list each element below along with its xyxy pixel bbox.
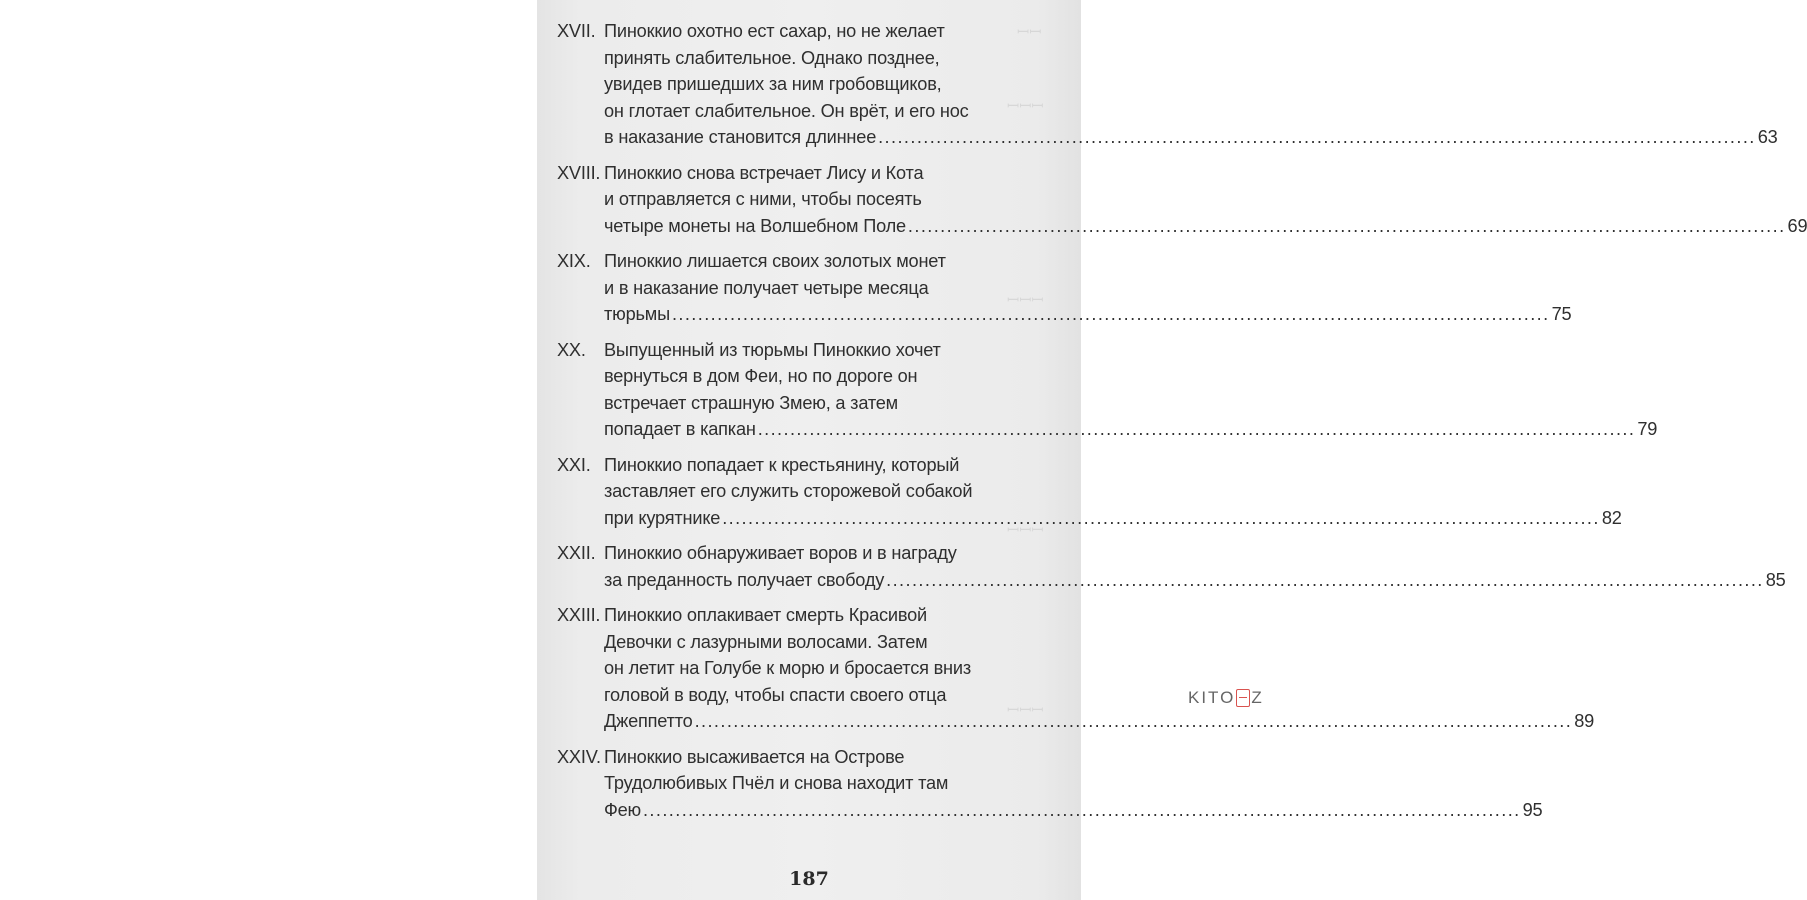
toc-entry — [557, 248, 1572, 328]
chapter-title-line: Пиноккио снова встречает Лису и Кота — [604, 162, 924, 183]
chapter-number: XXI. — [557, 454, 591, 475]
chapter-title-line: и в наказание получает четыре месяца — [604, 277, 929, 298]
chapter-number: XXIII. — [557, 605, 601, 625]
dot-leader — [878, 124, 1756, 151]
chapter-number: XVIII. — [557, 162, 601, 183]
toc-entry — [557, 452, 1622, 532]
chapter-number: XXII. — [557, 543, 596, 563]
chapter-title — [604, 18, 1778, 151]
chapter-title-line: в наказание становится длиннее — [604, 127, 877, 147]
chapter-number: XIX. — [557, 251, 591, 271]
site-watermark — [1188, 688, 1264, 708]
chapter-title-last-line — [604, 124, 1778, 151]
chapter-title-last-line — [604, 797, 1542, 824]
chapter-number: XXIV. — [557, 746, 601, 767]
chapter-title-line: заставляет его служить сторожевой собакой — [604, 481, 973, 501]
chapter-title-line: Выпущенный из тюрьмы Пиноккио хочет — [604, 339, 941, 360]
chapter-title-last-line — [604, 505, 1622, 532]
chapter-title-line: тюрьмы — [604, 304, 670, 324]
page-number: 187 — [789, 868, 829, 890]
chapter-title-last-line — [604, 708, 1594, 735]
chapter-title-line: вернуться в дом Феи, но по дороге он — [604, 366, 918, 386]
chapter-title-line: четыре монеты на Волшебном Поле — [604, 215, 906, 236]
chapter-title-line: попадает в капкан — [604, 419, 756, 439]
chapter-title-last-line — [604, 567, 1786, 594]
chapter-title-line: Пиноккио охотно ест сахар, но не желает — [604, 21, 945, 41]
chapter-title-line: при курятнике — [604, 507, 721, 528]
chapter-title-line: Фею — [604, 799, 641, 820]
toc-entry — [557, 160, 1807, 240]
chapter-page-number: 82 — [1601, 507, 1622, 528]
chapter-title-line: Пиноккио оплакивает смерть Красивой — [604, 605, 928, 625]
toc-entry — [557, 540, 1786, 593]
watermark-text-left: KITO — [1188, 688, 1236, 707]
chapter-title-line: он летит на Голубе к морю и бросается вниз — [604, 658, 971, 678]
chapter-title-line: Трудолюбивых Пчёл и снова находит там — [604, 773, 949, 793]
chapter-title-line: за преданность получает свободу — [604, 569, 885, 590]
chapter-page-number: 89 — [1574, 711, 1595, 731]
watermark-text-right: Z — [1251, 688, 1264, 707]
chapter-page-number: 75 — [1551, 304, 1572, 324]
dot-leader — [908, 213, 1786, 240]
chapter-title-line: Пиноккио лишается своих золотых монет — [604, 251, 946, 271]
chapter-title-line: Девочки с лазурными волосами. Затем — [604, 631, 928, 652]
chapter-title — [604, 540, 1786, 593]
chapter-title-last-line — [604, 301, 1571, 328]
chapter-page-number: 79 — [1637, 419, 1658, 439]
chapter-title-line: встречает страшную Змею, а затем — [604, 392, 898, 413]
chapter-title-line: увидев пришедших за ним гробовщиков, — [604, 74, 942, 94]
dot-leader — [672, 301, 1550, 328]
toc-entry — [557, 744, 1543, 824]
show-through-mark: ꟷꟷꟷ — [1007, 98, 1044, 115]
chapter-title-line: принять слабительное. Однако позднее, — [604, 47, 940, 68]
chapter-page-number: 69 — [1787, 215, 1807, 236]
chapter-page-number: 63 — [1757, 127, 1778, 147]
show-through-mark: ꟷꟷꟷ — [1007, 702, 1044, 719]
dot-leader — [886, 567, 1764, 594]
book-icon — [1236, 689, 1250, 707]
toc-entry — [557, 18, 1778, 151]
chapter-title-line: Пиноккио высаживается на Острове — [604, 746, 905, 767]
chapter-title-line: Пиноккио обнаруживает воров и в награду — [604, 543, 957, 563]
dot-leader — [722, 505, 1600, 532]
chapter-title-line: Джеппетто — [604, 711, 693, 731]
dot-leader — [758, 416, 1636, 443]
chapter-page-number: 95 — [1522, 799, 1543, 820]
chapter-title — [604, 248, 1571, 328]
chapter-title-last-line — [604, 213, 1807, 240]
chapter-title-line: Пиноккио попадает к крестьянину, который — [604, 454, 960, 475]
chapter-title-line: он глотает слабительное. Он врёт, и его нос — [604, 100, 969, 121]
dot-leader — [643, 797, 1521, 824]
chapter-title — [604, 602, 1594, 735]
show-through-mark: ꟷꟷꟷ — [1007, 522, 1044, 539]
show-through-mark: ꟷꟷꟷ — [1007, 292, 1044, 309]
show-through-mark: ꟷꟷ — [1017, 24, 1042, 41]
chapter-title-line: головой в воду, чтобы спасти своего отца — [604, 684, 947, 705]
chapter-title — [604, 452, 1622, 532]
chapter-title-last-line — [604, 416, 1657, 443]
chapter-title-line: и отправляется с ними, чтобы посеять — [604, 189, 922, 209]
toc-entry — [557, 337, 1658, 443]
chapter-title — [604, 744, 1542, 824]
dot-leader — [695, 708, 1573, 735]
chapter-number: XX. — [557, 339, 586, 360]
chapter-title — [604, 337, 1657, 443]
chapter-page-number: 85 — [1765, 569, 1786, 590]
chapter-number: XVII. — [557, 21, 596, 41]
chapter-title — [604, 160, 1807, 240]
